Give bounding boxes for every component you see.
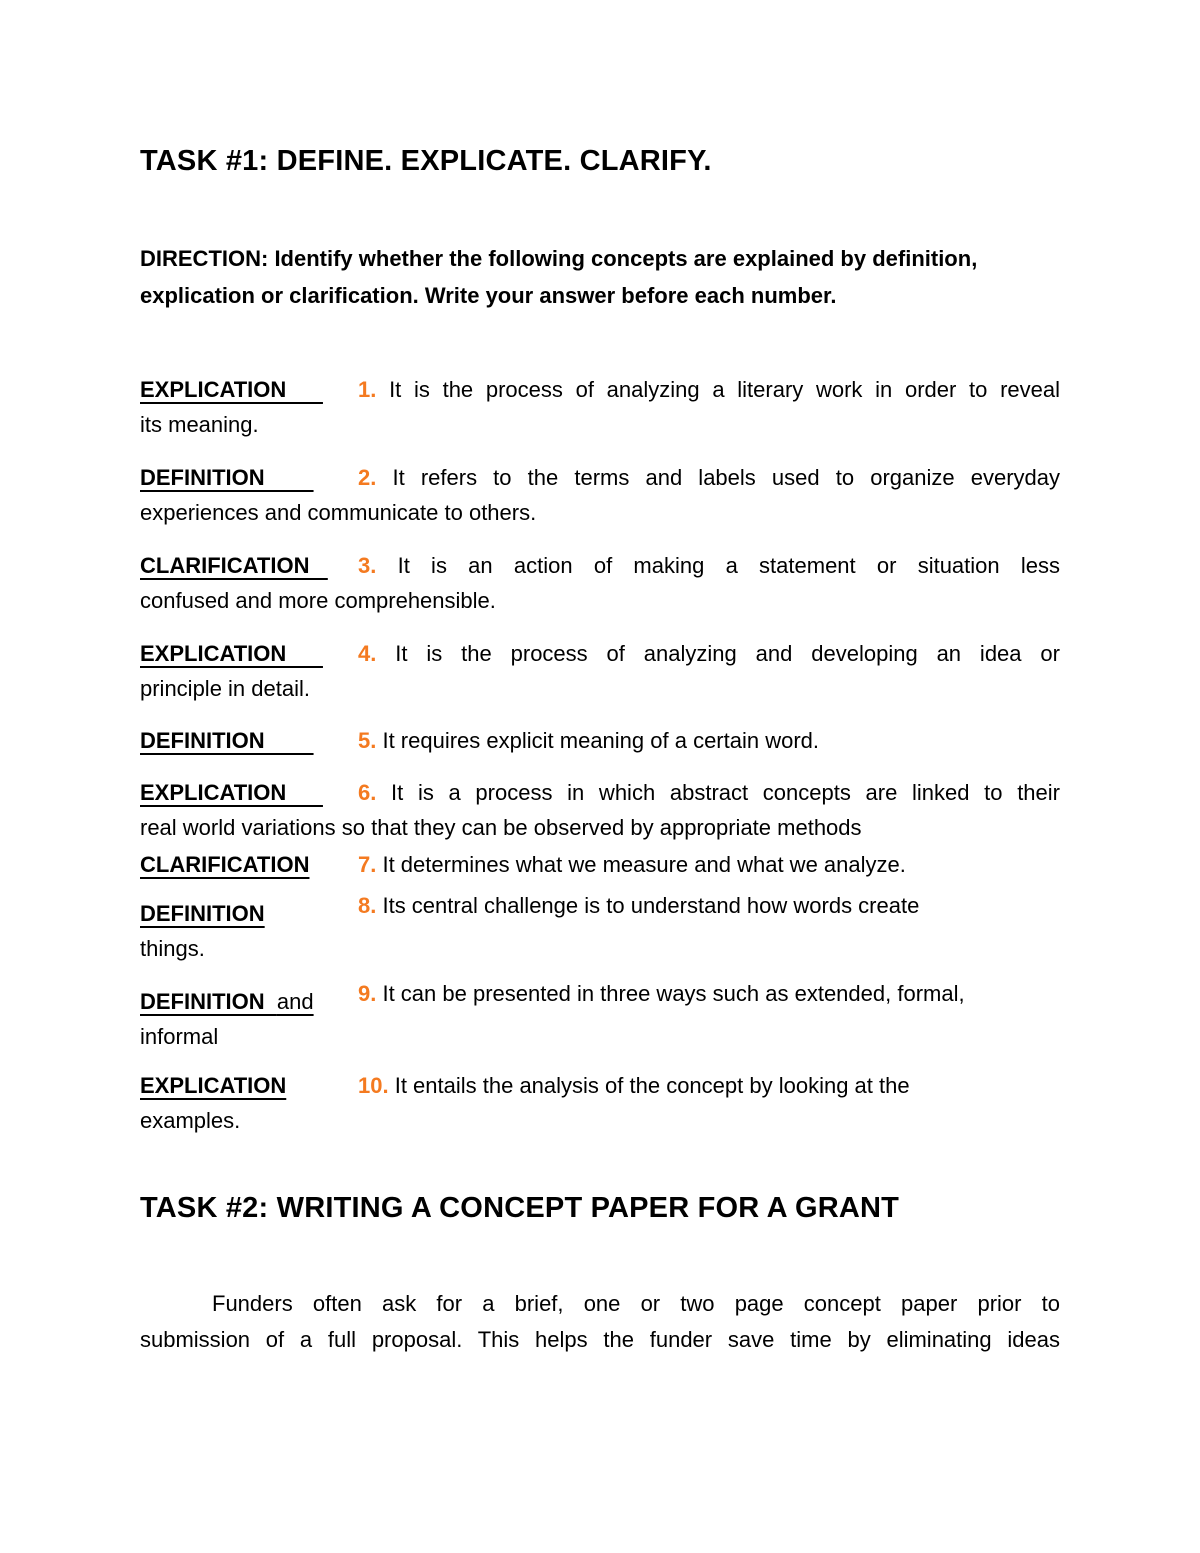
question-text-6: 6. It is a process in which abstract concepts are linked to their	[358, 780, 1060, 805]
answer-4: EXPLICATION	[140, 641, 323, 666]
question-number-8: 8.	[358, 893, 377, 918]
question-text-5: 5. It requires explicit meaning of a certain word.	[358, 728, 820, 753]
question-number-7: 7.	[358, 852, 377, 877]
answer-9: DEFINITION and	[140, 989, 314, 1014]
question-item-7	[140, 847, 1060, 882]
direction-line-2: explication or clarification. Write your answer before each number.	[140, 283, 837, 308]
direction-text	[140, 240, 1060, 314]
question-continuation-1: its meaning.	[140, 412, 259, 437]
question-text-1: 1. It is the process of analyzing a literary work in order to reveal	[358, 377, 1060, 402]
question-text-8: 8. Its central challenge is to understand how words create	[358, 893, 920, 918]
question-number-3: 3.	[358, 553, 377, 578]
question-continuation-8: things.	[140, 936, 205, 961]
answer-8: DEFINITION	[140, 901, 265, 926]
answer-10: EXPLICATION	[140, 1073, 287, 1098]
question-item-3	[140, 548, 1060, 618]
answer-1: EXPLICATION	[140, 377, 323, 402]
question-item-4	[140, 636, 1060, 706]
question-item-9	[140, 976, 1060, 1054]
question-number-9: 9.	[358, 981, 377, 1006]
question-text-3: 3. It is an action of making a statement or situation less	[358, 553, 1060, 578]
question-continuation-4: principle in detail.	[140, 676, 310, 701]
question-continuation-3: confused and more comprehensible.	[140, 588, 496, 613]
direction-line-1: DIRECTION: Identify whether the following concepts are explained by definition,	[140, 246, 978, 271]
question-continuation-9: informal	[140, 1024, 219, 1049]
question-number-1: 1.	[358, 377, 377, 402]
question-number-2: 2.	[358, 465, 377, 490]
task1-title: TASK #1: DEFINE. EXPLICATE. CLARIFY.	[140, 145, 712, 177]
question-text-4: 4. It is the process of analyzing and developing an idea or	[358, 641, 1060, 666]
question-text-10: 10. It entails the analysis of the concept by looking at the	[358, 1073, 910, 1098]
question-item-8	[140, 888, 1060, 966]
answer-6: EXPLICATION	[140, 780, 323, 805]
question-continuation-2: experiences and communicate to others.	[140, 500, 537, 525]
task2-title: TASK #2: WRITING A CONCEPT PAPER FOR A GRANT	[140, 1192, 900, 1224]
question-item-5	[140, 723, 1060, 758]
question-text-7: 7. It determines what we measure and what we analyze.	[358, 852, 906, 877]
question-item-1	[140, 372, 1060, 442]
question-number-6: 6.	[358, 780, 377, 805]
question-text-2: 2. It refers to the terms and labels used to organize everyday	[358, 465, 1060, 490]
question-number-4: 4.	[358, 641, 377, 666]
answer-5: DEFINITION	[140, 728, 314, 753]
question-text-9: 9. It can be presented in three ways such as extended, formal,	[358, 981, 965, 1006]
question-item-6	[140, 775, 1060, 845]
question-number-5: 5.	[358, 728, 377, 753]
question-continuation-6: real world variations so that they can be observed by appropriate methods	[140, 815, 862, 840]
paragraph-line-1: Funders often ask for a brief, one or two page concept paper prior to	[212, 1291, 1060, 1316]
answer-2: DEFINITION	[140, 465, 314, 490]
answer-3: CLARIFICATION	[140, 553, 328, 578]
question-item-10	[140, 1068, 1060, 1138]
question-number-10: 10.	[358, 1073, 389, 1098]
question-item-2	[140, 460, 1060, 530]
question-continuation-10: examples.	[140, 1108, 241, 1133]
answer-9-suffix: and	[276, 989, 314, 1014]
concept-paper-paragraph	[140, 1286, 1060, 1358]
paragraph-line-2: submission of a full proposal. This helps the funder save time by eliminating ideas	[140, 1327, 1060, 1352]
answer-7: CLARIFICATION	[140, 852, 310, 877]
